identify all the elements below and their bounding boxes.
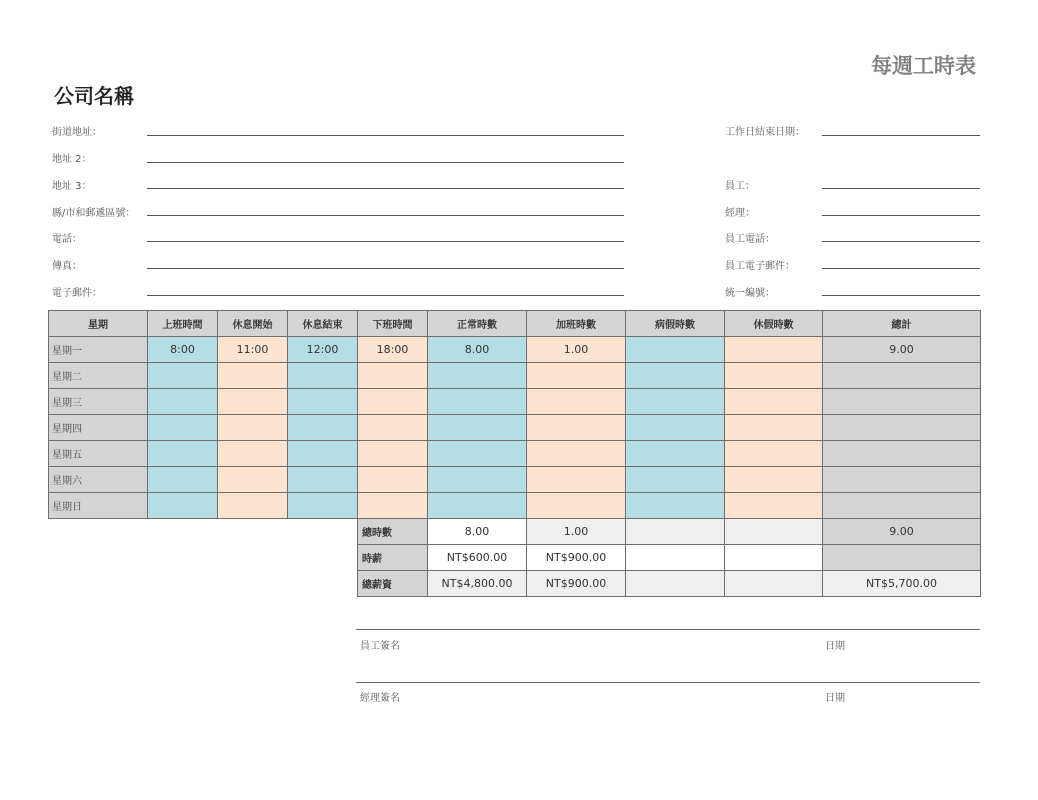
day-cell: 星期四 (49, 415, 148, 441)
table-row (49, 363, 981, 389)
summary-row-total-hours (49, 519, 981, 545)
employee-label: 員工： (725, 181, 755, 192)
break-start-cell[interactable] (218, 363, 288, 389)
address2-field[interactable] (147, 162, 624, 163)
sick-hours-cell[interactable] (626, 441, 725, 467)
employee-signature-label: 員工簽名 (360, 641, 400, 652)
sick-hours-cell[interactable] (626, 337, 725, 363)
vacation-hours-cell[interactable] (725, 337, 823, 363)
manager-signature-line[interactable] (356, 682, 980, 683)
rate-regular[interactable]: NT$600.00 (428, 545, 527, 571)
regular-hours-cell (428, 389, 527, 415)
summary-row-rate (49, 545, 981, 571)
vacation-hours-cell[interactable] (725, 441, 823, 467)
manager-signature-label: 經理簽名 (360, 693, 400, 704)
overtime-hours-cell (527, 389, 626, 415)
rate-total (823, 545, 981, 571)
time-in-cell[interactable] (148, 389, 218, 415)
company-name[interactable]: 公司名稱 (54, 84, 134, 108)
sick-hours-cell[interactable] (626, 415, 725, 441)
summary-row-pay (49, 571, 981, 597)
header-vacation-hours: 休假時數 (725, 311, 823, 337)
rate-vacation[interactable] (725, 545, 823, 571)
manager-date-label: 日期 (825, 693, 845, 704)
total-overtime-hours: 1.00 (527, 519, 626, 545)
regular-hours-cell (428, 493, 527, 519)
regular-hours-cell (428, 415, 527, 441)
time-in-cell[interactable] (148, 441, 218, 467)
employee-phone-field[interactable] (822, 241, 980, 242)
header-total: 總計 (823, 311, 981, 337)
employee-phone-label: 員工電話： (725, 234, 775, 245)
total-cell: 9.00 (823, 337, 981, 363)
total-cell (823, 389, 981, 415)
regular-hours-cell: 8.00 (428, 337, 527, 363)
pay-total: NT$5,700.00 (823, 571, 981, 597)
pay-regular: NT$4,800.00 (428, 571, 527, 597)
grand-total-hours: 9.00 (823, 519, 981, 545)
sick-hours-cell[interactable] (626, 493, 725, 519)
time-in-cell[interactable]: 8:00 (148, 337, 218, 363)
pay-label: 總薪資 (358, 571, 428, 597)
table-row (49, 493, 981, 519)
header-overtime-hours: 加班時數 (527, 311, 626, 337)
street-address-label: 街道地址： (52, 127, 102, 138)
time-in-cell[interactable] (148, 493, 218, 519)
break-start-cell[interactable] (218, 467, 288, 493)
document-title: 每週工時表 (871, 54, 976, 78)
break-end-cell[interactable] (288, 389, 358, 415)
overtime-hours-cell: 1.00 (527, 337, 626, 363)
phone-label: 電話： (52, 234, 82, 245)
city-zip-field[interactable] (147, 215, 624, 216)
total-cell (823, 415, 981, 441)
break-end-cell[interactable] (288, 363, 358, 389)
header-day: 星期 (49, 311, 148, 337)
total-sick-hours (626, 519, 725, 545)
sick-hours-cell[interactable] (626, 389, 725, 415)
pay-sick (626, 571, 725, 597)
rate-label: 時薪 (358, 545, 428, 571)
total-cell (823, 363, 981, 389)
day-cell: 星期日 (49, 493, 148, 519)
time-out-cell[interactable]: 18:00 (358, 337, 428, 363)
overtime-hours-cell (527, 493, 626, 519)
time-out-cell[interactable] (358, 493, 428, 519)
total-hours-label: 總時數 (358, 519, 428, 545)
pay-overtime: NT$900.00 (527, 571, 626, 597)
header-regular-hours: 正常時數 (428, 311, 527, 337)
week-end-field[interactable] (822, 135, 980, 136)
overtime-hours-cell (527, 467, 626, 493)
phone-field[interactable] (147, 241, 624, 242)
header-sick-hours: 病假時數 (626, 311, 725, 337)
overtime-hours-cell (527, 363, 626, 389)
week-end-label: 工作日結束日期： (725, 127, 805, 138)
employee-email-label: 員工電子郵件： (725, 261, 795, 272)
sick-hours-cell[interactable] (626, 467, 725, 493)
total-cell (823, 467, 981, 493)
day-cell: 星期六 (49, 467, 148, 493)
total-cell (823, 493, 981, 519)
rate-sick[interactable] (626, 545, 725, 571)
day-cell: 星期二 (49, 363, 148, 389)
regular-hours-cell (428, 467, 527, 493)
fax-label: 傳真： (52, 261, 82, 272)
employee-field[interactable] (822, 188, 980, 189)
regular-hours-cell (428, 441, 527, 467)
header-time-in: 上班時間 (148, 311, 218, 337)
table-row (49, 389, 981, 415)
break-end-cell[interactable] (288, 441, 358, 467)
employee-id-label: 統一編號： (725, 288, 775, 299)
break-end-cell[interactable]: 12:00 (288, 337, 358, 363)
total-regular-hours: 8.00 (428, 519, 527, 545)
header-break-start: 休息開始 (218, 311, 288, 337)
break-start-cell[interactable] (218, 493, 288, 519)
break-start-cell[interactable] (218, 441, 288, 467)
employee-signature-line[interactable] (356, 629, 980, 630)
vacation-hours-cell[interactable] (725, 493, 823, 519)
header-time-out: 下班時間 (358, 311, 428, 337)
vacation-hours-cell[interactable] (725, 389, 823, 415)
day-cell: 星期三 (49, 389, 148, 415)
address3-field[interactable] (147, 188, 624, 189)
total-cell (823, 441, 981, 467)
break-start-cell[interactable]: 11:00 (218, 337, 288, 363)
break-start-cell[interactable] (218, 415, 288, 441)
break-end-cell[interactable] (288, 493, 358, 519)
total-vacation-hours (725, 519, 823, 545)
header-break-end: 休息結束 (288, 311, 358, 337)
email-label: 電子郵件： (52, 288, 102, 299)
fax-field[interactable] (147, 268, 624, 269)
employee-date-label: 日期 (825, 641, 845, 652)
vacation-hours-cell[interactable] (725, 467, 823, 493)
time-in-cell[interactable] (148, 363, 218, 389)
rate-overtime[interactable]: NT$900.00 (527, 545, 626, 571)
table-row (49, 415, 981, 441)
vacation-hours-cell[interactable] (725, 415, 823, 441)
manager-field[interactable] (822, 215, 980, 216)
break-start-cell[interactable] (218, 389, 288, 415)
city-zip-label: 縣/市和郵遞區號： (52, 208, 136, 219)
time-out-cell[interactable] (358, 363, 428, 389)
time-out-cell[interactable] (358, 415, 428, 441)
regular-hours-cell (428, 363, 527, 389)
time-out-cell[interactable] (358, 467, 428, 493)
break-end-cell[interactable] (288, 467, 358, 493)
manager-label: 經理： (725, 208, 755, 219)
day-cell: 星期五 (49, 441, 148, 467)
employee-id-field[interactable] (822, 295, 980, 296)
table-header-row (49, 311, 981, 337)
address2-label: 地址 2： (52, 154, 92, 165)
day-cell: 星期一 (49, 337, 148, 363)
table-row (49, 441, 981, 467)
break-end-cell[interactable] (288, 415, 358, 441)
pay-vacation (725, 571, 823, 597)
overtime-hours-cell (527, 415, 626, 441)
table-row (49, 467, 981, 493)
vacation-hours-cell[interactable] (725, 363, 823, 389)
sick-hours-cell[interactable] (626, 363, 725, 389)
address3-label: 地址 3： (52, 181, 92, 192)
table-row (49, 337, 981, 363)
timesheet-table (48, 310, 981, 597)
time-out-cell[interactable] (358, 389, 428, 415)
time-out-cell[interactable] (358, 441, 428, 467)
time-in-cell[interactable] (148, 415, 218, 441)
street-address-field[interactable] (147, 135, 624, 136)
time-in-cell[interactable] (148, 467, 218, 493)
email-field[interactable] (147, 295, 624, 296)
employee-email-field[interactable] (822, 268, 980, 269)
overtime-hours-cell (527, 441, 626, 467)
